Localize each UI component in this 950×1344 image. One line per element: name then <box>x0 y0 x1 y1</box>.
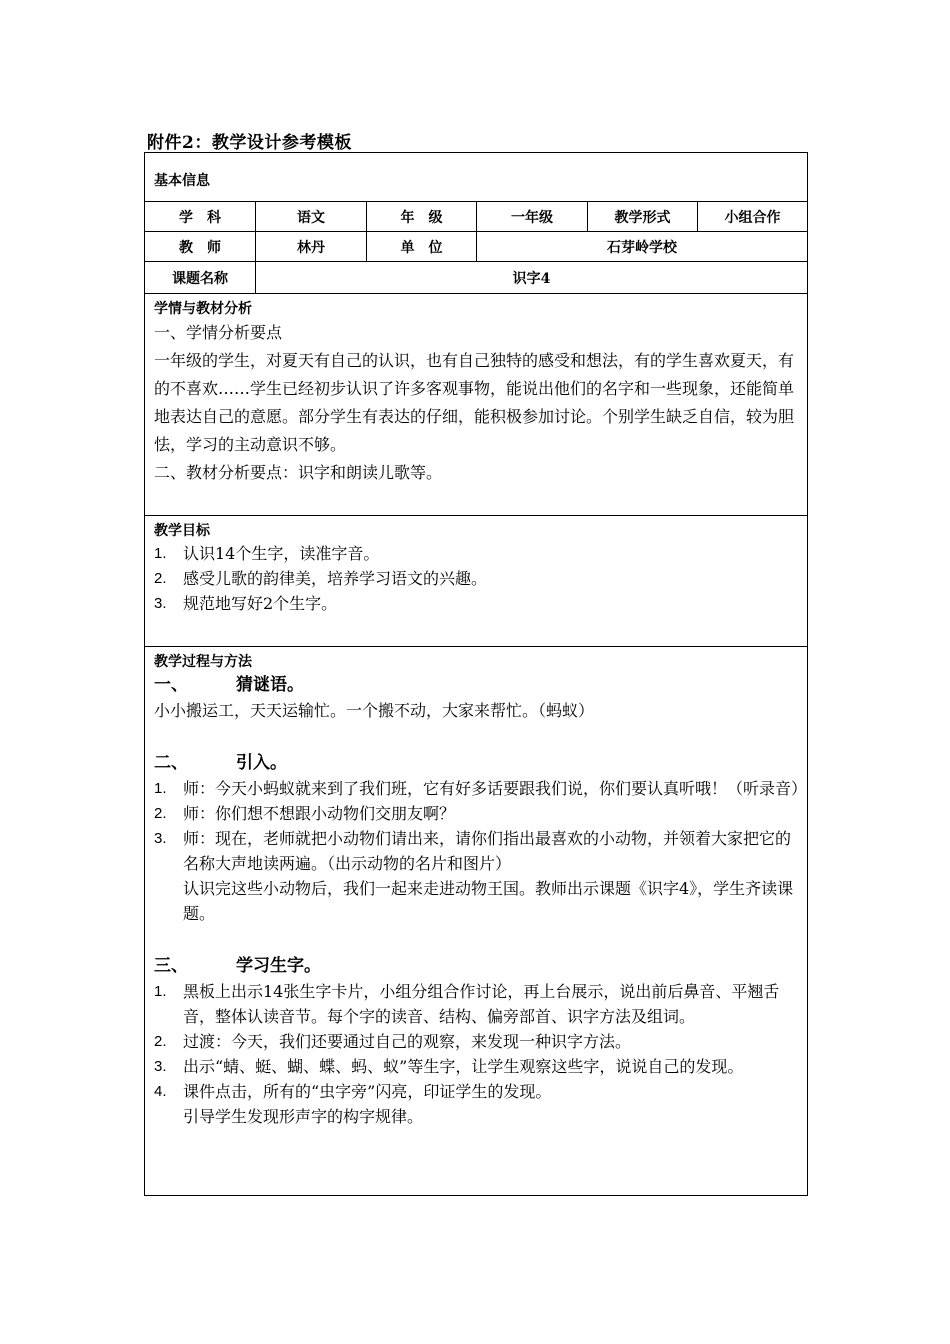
step2-list <box>154 776 808 876</box>
teacher-label: 教 师 <box>145 232 256 262</box>
step2-heading: 二、 引入。 <box>154 753 287 773</box>
goals-heading: 教学目标 <box>154 523 210 539</box>
document-title: 附件2：教学设计参考模板 <box>147 133 352 153</box>
analysis-point1: 一、学情分析要点 <box>154 323 283 342</box>
list-item: 4. 课件点击，所有的“虫字旁”闪亮，印证学生的发现。 <box>154 1082 552 1101</box>
list-item: 2. 师：你们想不想跟小动物们交朋友啊？ <box>154 804 456 823</box>
analysis-section <box>145 294 808 516</box>
analysis-heading: 学情与教材分析 <box>154 301 252 317</box>
subject-value: 语文 <box>256 202 367 232</box>
unit-label: 单 位 <box>367 232 477 262</box>
topic-label: 课题名称 <box>145 262 256 294</box>
process-heading: 教学过程与方法 <box>154 654 252 670</box>
list-item: 3. 出示“蜻、蜓、蝴、蝶、蚂、蚁”等生字，让学生观察这些字，说说自己的发现。 <box>154 1057 744 1076</box>
list-item: 3. 师：现在，老师就把小动物们请出来，请你们指出最喜欢的小动物，并领着大家把它的名称大声地读两遍。（出示动物的名片和图片） <box>154 829 792 873</box>
step1-text: 小小搬运工，天天运输忙。一个搬不动，大家来帮忙。（蚂蚁） <box>154 701 595 720</box>
grade-value: 一年级 <box>477 202 588 232</box>
grade-label: 年 级 <box>367 202 477 232</box>
unit-value: 石芽岭学校 <box>477 232 808 262</box>
teacher-value: 林丹 <box>256 232 367 262</box>
step2-extra: 认识完这些小动物后，我们一起来走进动物王国。教师出示课题《识字4》，学生齐读课题。 <box>183 879 794 923</box>
list-item: 1. 黑板上出示14张生字卡片，小组分组合作讨论，再上台展示，说出前后鼻音、平翘舌音，整体认读音节。每个字的读音、结构、偏旁部首、识字方法及组词。 <box>154 982 780 1026</box>
list-item: 2. 过渡：今天，我们还要通过自己的观察，来发现一种识字方法。 <box>154 1032 632 1051</box>
list-item: 1. 认识14个生字，读准字音。 <box>154 544 380 563</box>
goals-section <box>145 516 808 647</box>
topic-value: 识字4 <box>256 262 808 294</box>
list-item: 2. 感受儿歌的韵律美，培养学习语文的兴趣。 <box>154 569 488 588</box>
analysis-text: 一年级的学生，对夏天有自己的认识，也有自己独特的感受和想法，有的学生喜欢夏天，有的不喜欢……学生已经初步认识了许多客观事物，能说出他们的名字和一些现象，还能简单地表达自己的意愿。部分学生有表达的仔细，能积极参加讨论。个别学生缺乏自信，较为胆怯，学习的主动意识不够。 <box>154 351 795 454</box>
step3-list <box>154 979 799 1104</box>
analysis-point2: 二、教材分析要点：识字和朗读儿歌等。 <box>154 463 443 482</box>
list-item: 1. 师：今天小蚂蚁就来到了我们班，它有好多话要跟我们说，你们要认真听哦！（听录音） <box>154 779 808 798</box>
step1-heading: 一、 猜谜语。 <box>154 675 304 695</box>
goals-list <box>154 541 799 616</box>
step3-heading: 三、 学习生字。 <box>154 956 321 976</box>
lesson-plan-table <box>144 152 808 1196</box>
list-item: 3. 规范地写好2个生字。 <box>154 594 338 613</box>
basic-info-cell <box>145 153 808 202</box>
form-label: 教学形式 <box>588 202 698 232</box>
subject-label: 学 科 <box>145 202 256 232</box>
step3-extra: 引导学生发现形声字的构字规律。 <box>183 1107 424 1126</box>
form-value: 小组合作 <box>698 202 808 232</box>
process-section <box>145 647 808 1196</box>
basic-info-label: 基本信息 <box>154 173 210 189</box>
